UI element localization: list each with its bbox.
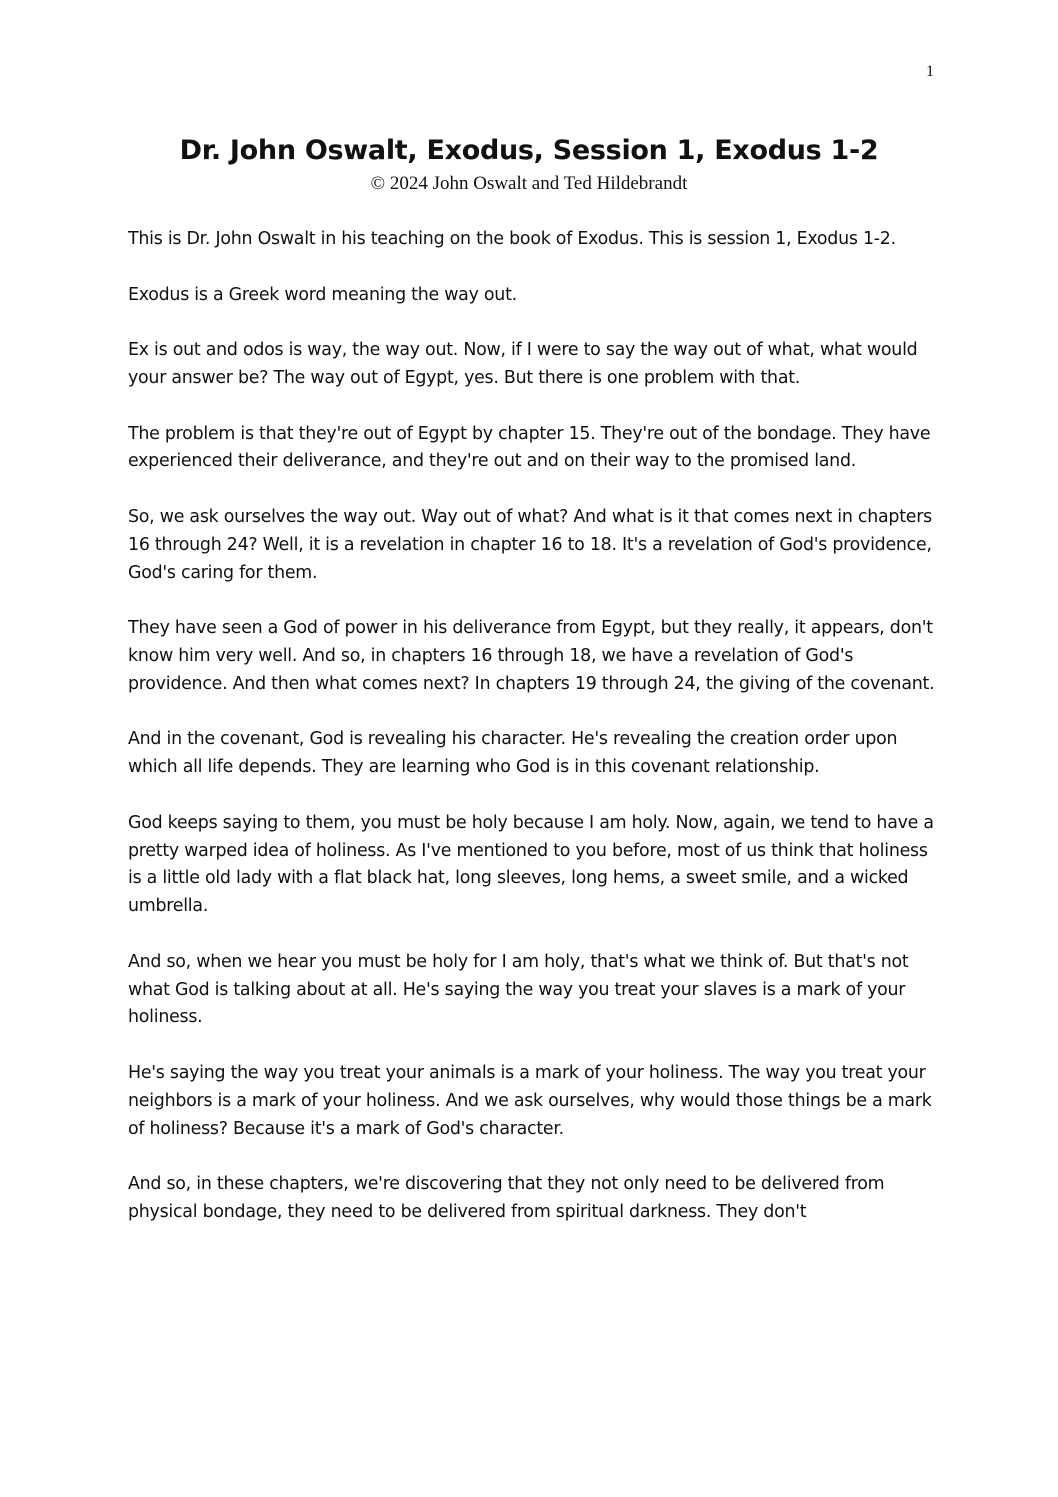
paragraph: God keeps saying to them, you must be holy because I am holy. Now, again, we tend to have a pretty warped idea of holiness. As I've mentioned to you before, most of us think that holiness is a little old lady with a flat black hat, long sleeves, long hems, a sweet smile, and a wicked umbrella. bbox=[128, 812, 934, 917]
copyright-line: © 2024 John Oswalt and Ted Hildebrandt bbox=[370, 173, 688, 194]
paragraph: And in the covenant, God is revealing his character. He's revealing the creation order upon which all life depends. They are learning who God is in this covenant relationship. bbox=[128, 729, 898, 778]
paragraph: The problem is that they're out of Egypt by chapter 15. They're out of the bondage. They have experienced their deliverance, and they're out and on their way to the promised land. bbox=[128, 423, 931, 472]
paragraph: They have seen a God of power in his deliverance from Egypt, but they really, it appears, don't know him very well. And so, in chapters 16 through 18, we have a revelation of God's providence. And then what comes next? In chapters 19 through 24, the giving of the covenant. bbox=[128, 618, 935, 694]
paragraph: So, we ask ourselves the way out. Way out of what? And what is it that comes next in chapters 16 through 24? Well, it is a revelation in chapter 16 to 18. It's a revelation of God's providence, God's caring for them. bbox=[128, 506, 932, 583]
transcript-body bbox=[128, 226, 936, 1254]
paragraph: And so, in these chapters, we're discovering that they not only need to be delivered from physical bondage, they need to be delivered from spiritual darkness. They don't bbox=[128, 1174, 885, 1222]
paragraph: Ex is out and odos is way, the way out. Now, if I were to say the way out of what, what would your answer be? The way out of Egypt, yes. But there is one problem with that. bbox=[128, 340, 918, 388]
paragraph: This is Dr. John Oswalt in his teaching on the book of Exodus. This is session 1, Exodus 1-2. bbox=[128, 229, 896, 249]
paragraph: Exodus is a Greek word meaning the way out. bbox=[128, 284, 517, 305]
paragraph: He's saying the way you treat your animals is a mark of your holiness. The way you treat your neighbors is a mark of your holiness. And we ask ourselves, why would those things be a mark of holiness? Because it's a mark of God's character. bbox=[128, 1062, 932, 1139]
document-title: Dr. John Oswalt, Exodus, Session 1, Exodus 1-2 bbox=[179, 135, 879, 166]
paragraph: And so, when we hear you must be holy for I am holy, that's what we think of. But that's not what God is talking about at all. He's saying the way you treat your slaves is a mark of your holiness. bbox=[128, 951, 909, 1028]
page-number: 1 bbox=[926, 63, 934, 80]
